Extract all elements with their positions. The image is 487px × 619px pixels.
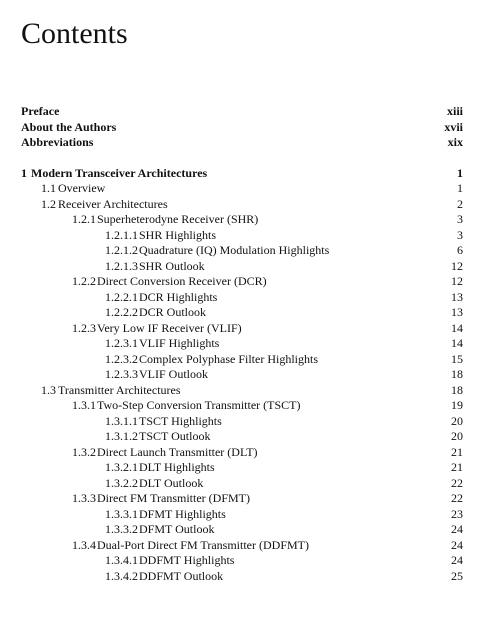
toc-entry-title: Direct Conversion Receiver (DCR) [97,274,267,288]
toc-subsection-entry[interactable] [21,398,463,414]
toc-section-number: 1.2.2.2 [105,305,138,319]
toc-entry-title: Preface [21,104,60,118]
toc-page-number: 24 [451,537,463,552]
toc-entry-title: VLIF Outlook [139,367,208,381]
toc-subsubsection-entry[interactable] [21,336,463,352]
toc-entry-title: Two-Step Conversion Transmitter (TSCT) [97,398,301,412]
toc-page-number: 2 [457,196,463,211]
toc-page-number: 18 [451,367,463,381]
toc-subsubsection-entry[interactable] [21,507,463,523]
toc-subsubsection-entry[interactable] [21,553,463,569]
toc-section-number: 1.2.3.1 [105,336,138,350]
toc-entry-title: Superheterodyne Receiver (SHR) [97,212,259,226]
toc-entry-title: DCR Outlook [139,305,207,319]
toc-page-number: 21 [451,444,463,459]
toc-page-number: xiii [446,104,463,118]
toc-entry-title: SHR Highlights [139,227,217,242]
toc-page-number: 3 [457,212,463,226]
toc-chapter-number: 1 [21,165,27,180]
toc-subsection-entry[interactable] [21,212,463,228]
toc-subsubsection-entry[interactable] [21,429,463,445]
toc-page-number: 12 [451,258,463,273]
toc-front-matter-entry[interactable] [21,104,463,120]
toc-section-number: 1.3.2.1 [105,460,138,474]
page-title: Contents [21,17,128,50]
toc-section-number: 1.3.1.2 [105,429,138,443]
toc-entry-title: Quadrature (IQ) Modulation Highlights [139,243,330,257]
toc-section-number: 1.3.1 [72,398,96,412]
toc-entry-title: SHR Outlook [139,258,205,273]
toc-entry-title: Abbreviations [21,135,94,149]
toc-entry-title: About the Authors [21,119,117,134]
toc-entry-title: Overview [58,181,106,195]
toc-entry-title: DFMT Outlook [139,522,215,536]
toc-entry-title: Receiver Architectures [58,196,168,211]
toc-entry-title: TSCT Highlights [139,413,222,428]
toc-entry-title: DLT Outlook [139,475,204,490]
toc-page-number: 3 [457,227,463,242]
toc-section-number: 1.3 [41,382,56,397]
toc-front-matter-entry[interactable] [21,135,463,151]
toc-front-matter-entry[interactable] [21,120,463,136]
toc-section-number: 1.3.4.1 [105,553,138,567]
toc-page-number: 15 [451,351,463,366]
toc-section-entry[interactable] [21,181,463,197]
toc-section-entry[interactable] [21,197,463,213]
toc-page-number: 6 [457,243,463,257]
toc-subsubsection-entry[interactable] [21,476,463,492]
toc-subsection-entry[interactable] [21,445,463,461]
toc-entry-title: DFMT Highlights [139,506,226,521]
toc-entry-title: Direct FM Transmitter (DFMT) [97,491,250,505]
toc-section-number: 1.3.1.1 [105,413,138,428]
toc-section-number: 1.2.1.3 [105,258,138,273]
toc-section-number: 1.3.2.2 [105,475,138,490]
toc-subsubsection-entry[interactable] [21,290,463,306]
toc-section-entry[interactable] [21,383,463,399]
toc-page-number: xix [447,135,463,149]
toc-section-number: 1.2.1 [72,212,96,226]
toc-section-number: 1.2.2 [72,274,96,288]
toc-page-number: 1 [457,181,463,195]
toc-section-number: 1.1 [41,181,56,195]
toc-page-number: 22 [451,491,463,505]
toc-section-number: 1.2.2.1 [105,289,138,304]
toc-section-number: 1.3.3.2 [105,522,138,536]
toc-entry-title: VLIF Highlights [139,336,220,350]
toc-page-number: xvii [444,119,463,134]
toc-page-number: 13 [451,305,463,319]
toc-section-number: 1.2.1.2 [105,243,138,257]
toc-entry-title: Dual-Port Direct FM Transmitter (DDFMT) [97,537,309,552]
toc-subsubsection-entry[interactable] [21,522,463,538]
toc-subsection-entry[interactable] [21,321,463,337]
toc-page-number: 23 [451,506,463,521]
toc-page-number: 25 [451,568,463,583]
toc-section-number: 1.2.3.2 [105,351,138,366]
toc-page-number: 14 [451,336,463,350]
toc-entry-title: Modern Transceiver Architectures [31,165,208,180]
toc-page-number: 19 [451,398,463,412]
toc-subsubsection-entry[interactable] [21,414,463,430]
toc-page-number: 12 [451,274,463,288]
toc-page-number: 14 [451,320,463,335]
toc-entry-title: DCR Highlights [139,289,218,304]
toc-section-number: 1.3.2 [72,444,96,459]
toc-entry-title: DDFMT Outlook [139,568,224,583]
toc-subsubsection-entry[interactable] [21,352,463,368]
toc-entry-title: DLT Highlights [139,460,215,474]
toc-section-number: 1.2.3 [72,320,96,335]
toc-subsection-entry[interactable] [21,491,463,507]
toc-subsubsection-entry[interactable] [21,569,463,585]
toc-page-number: 20 [451,429,463,443]
toc-page-number: 21 [451,460,463,474]
toc-subsubsection-entry[interactable] [21,460,463,476]
toc-page-number: 24 [451,553,463,567]
toc-chapter-entry[interactable] [21,166,463,182]
toc-page-number: 18 [451,382,463,397]
toc-subsection-entry[interactable] [21,274,463,290]
toc-page-number: 22 [451,475,463,490]
toc-section-number: 1.3.3.1 [105,506,138,521]
toc-page-number: 13 [451,289,463,304]
toc-entry-title: Very Low IF Receiver (VLIF) [97,320,242,335]
toc-page-number: 1 [457,165,463,180]
toc-entry-title: DDFMT Highlights [139,553,235,567]
toc-entry-title: TSCT Outlook [139,429,211,443]
toc-subsubsection-entry[interactable] [21,228,463,244]
toc-section-number: 1.3.4 [72,537,96,552]
toc-subsubsection-entry[interactable] [21,367,463,383]
toc-section-number: 1.2.3.3 [105,367,138,381]
toc-subsection-entry[interactable] [21,538,463,554]
toc-section-number: 1.3.4.2 [105,568,138,583]
toc-entry-title: Direct Launch Transmitter (DLT) [97,444,258,459]
table-of-contents [21,104,463,584]
toc-section-number: 1.2.1.1 [105,227,138,242]
toc-section-number: 1.3.3 [72,491,96,505]
toc-page-number: 20 [451,413,463,428]
toc-entry-title: Transmitter Architectures [58,382,181,397]
toc-subsubsection-entry[interactable] [21,259,463,275]
toc-subsubsection-entry[interactable] [21,243,463,259]
toc-section-number: 1.2 [41,196,56,211]
toc-page-number: 24 [451,522,463,536]
toc-subsubsection-entry[interactable] [21,305,463,321]
toc-entry-title: Complex Polyphase Filter Highlights [139,351,318,366]
